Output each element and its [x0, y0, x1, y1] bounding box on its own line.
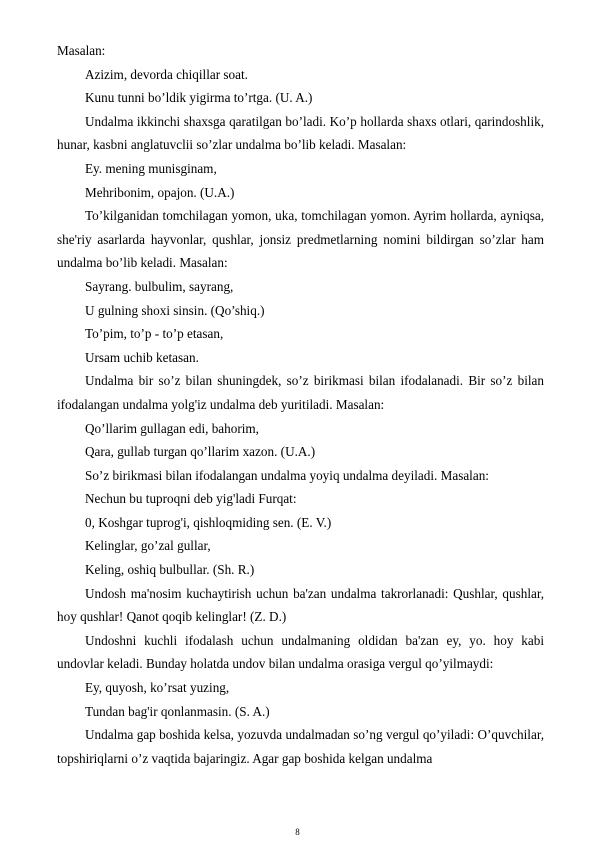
example-line: Qara, gullab turgan qo’llarim xazon. (U.A.) [85, 444, 316, 460]
example-line: Ey, quyosh, ko’rsat yuzing, [85, 680, 230, 696]
example-line: Nechun bu tuproqni deb yig'ladi Furqat: [85, 491, 297, 507]
paragraph: Undalma gap boshida kelsa, yozuvda undalmadan so’ng vergul qo’yiladi: O’quvchilar, topshiriqlarni o’z vaqtida bajaringiz. Agar gap boshida kelgan undalma [57, 727, 544, 766]
example-line: Sayrang. bulbulim, sayrang, [85, 278, 234, 294]
paragraph: Undoshni kuchli ifodalash uchun undalmaning oldidan ba'zan ey, yo. hoy kabi undovlar keladi. Bunday holatda undov bilan undalma orasiga vergul qo’yilmaydi: [57, 632, 544, 672]
text-line: Masalan: [57, 43, 106, 58]
example-line: 0, Koshgar tuprog'i, qishloqmiding sen. (E. V.) [85, 514, 332, 530]
page-number: 8 [295, 827, 300, 837]
paragraph: Undalma ikkinchi shaxsga qaratilgan bo’ladi. Ko’p hollarda shaxs otlari, qarindoshlik, hunar, kasbni anglatuvclii so’zlar undalma bo’lib keladi. Masalan: [57, 113, 544, 153]
example-line: Mehribonim, opajon. (U.A.) [85, 184, 235, 200]
example-line: Ey. mening munisginam, [85, 160, 217, 176]
paragraph: Undosh ma'nosim kuchaytirish uchun ba'zan undalma takrorlanadi: Qushlar, qushlar, hoy qushlar! Qanot qoqib kelinglar! (Z. D.) [57, 585, 544, 625]
example-line: Qo’llarim gullagan edi, bahorim, [85, 420, 259, 436]
example-line: Ursam uchib ketasan. [85, 349, 199, 365]
example-line: Azizim, devorda chiqillar soat. [85, 66, 248, 82]
example-line: Tundan bag'ir qonlanmasin. (S. A.) [85, 703, 270, 719]
text-line: So’z birikmasi bilan ifodalangan undalma yoyiq undalma deyiladi. Masalan: [85, 467, 489, 483]
example-line: Kelinglar, go’zal gullar, [85, 538, 211, 554]
example-line: To’pim, to’p - to’p etasan, [85, 326, 224, 342]
example-line: Kunu tunni bo’ldik yigirma to’rtga. (U. A.) [85, 90, 313, 106]
example-line: U gulning shoxi sinsin. (Qo’shiq.) [85, 302, 265, 318]
example-line: Keling, oshiq bulbullar. (Sh. R.) [85, 562, 255, 578]
document-body [57, 39, 544, 770]
paragraph: Undalma bir so’z bilan shuningdek, so’z birikmasi bilan ifodalanadi. Bir so’z bilan ifodalangan undalma yolg'iz undalma deb yuritiladi. Masalan: [57, 373, 544, 412]
paragraph: To’kilganidan tomchilagan yomon, uka, tomchilagan yomon. Ayrim hollarda, ayniqsa, she'riy asarlarda hayvonlar, qushlar, jonsiz predmetlarning nomini bildirgan so’zlar ham undalma bo’lib keladi. Masalan: [57, 208, 544, 271]
